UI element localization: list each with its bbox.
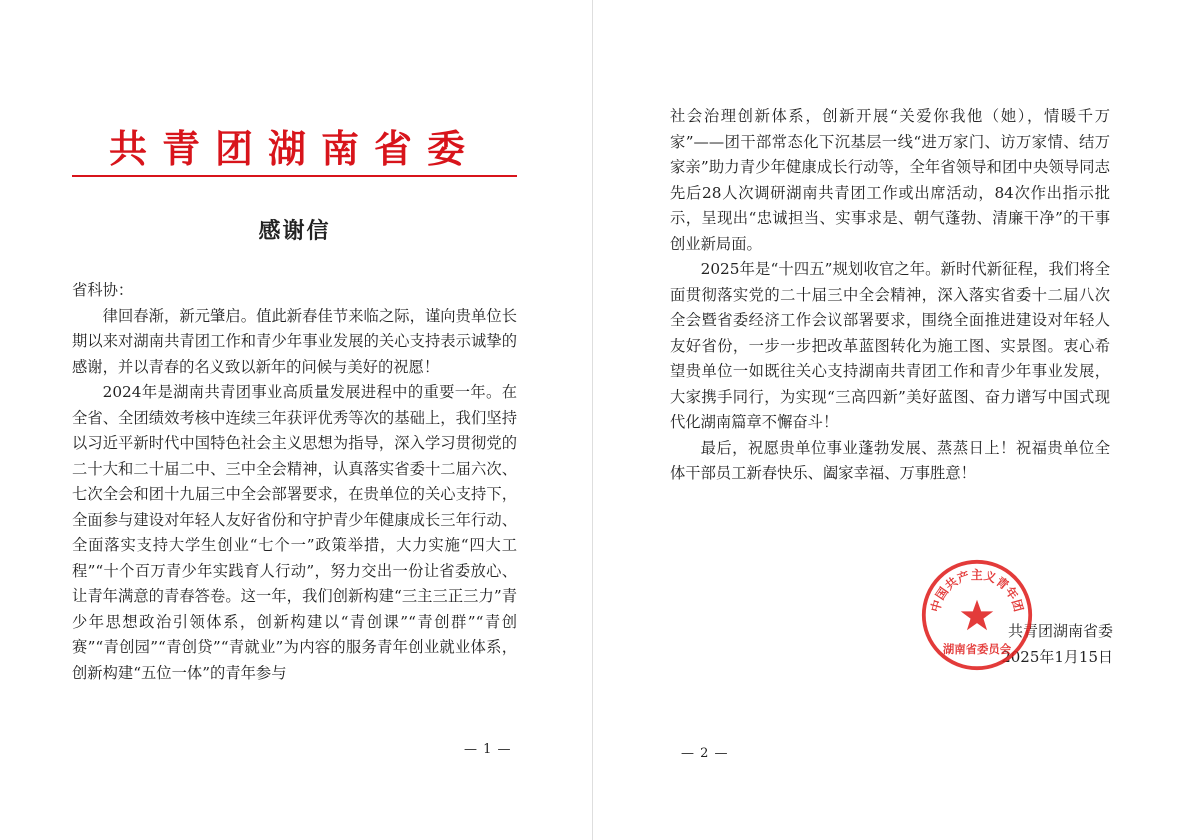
svg-text:中国共产主义青年团: 中国共产主义青年团 — [928, 567, 1026, 614]
page-2 — [593, 0, 1186, 840]
signature-organization: 共青团湖南省委 — [1007, 622, 1113, 640]
paragraph: 律回春渐，新元肇启。值此新春佳节来临之际，谨向贵单位长期以来对湖南共青团工作和青少年事业发展的关心支持表示诚挚的感谢，并以青春的名义致以新年的问候与美好的祝愿！ — [72, 306, 517, 376]
paragraph: 2024年是湖南共青团事业高质量发展进程中的重要一年。在全省、全团绩效考核中连续三年获评优秀等次的基础上，我们坚持以习近平新时代中国特色社会主义思想为指导，深入学习贯彻党的二十大和二十届二中、三中全会精神，认真落实省委十二届六次、七次全会和团十九届三中全会部署要求，在贵单位的关心支持下，全面参与建设对年轻人友好省份和守护青少年健康成长三年行动、全面落实支持大学生创业“七个一”政策举措，大力实施“四大工程”“十个百万青少年实践育人行动”，努力交出一份让省委放心、让青年满意的青春答卷。这一年，我们创新构建“三主三正三力”青少年思想政治引领体系，创新构建以“青创课”“青创群”“青创赛”“青创园”“青创贷”“青就业”为内容的服务青年创业就业体系，创新构建“五位一体”的青年参与 — [72, 383, 517, 682]
salutation: 省科协： — [72, 281, 134, 299]
letter-title: 感谢信 — [258, 218, 331, 244]
page-2-body — [670, 104, 1110, 487]
page-number: — 2 — — [681, 746, 729, 761]
paragraph: 社会治理创新体系，创新开展“关爱你我他（她），情暖千万家”——团干部常态化下沉基层一线“进万家门、访万家情、结万家亲”助力青少年健康成长行动等，全年省领导和团中央领导同志先后28人次调研湖南共青团工作或出席活动，84次作出指示批示，呈现出“忠诚担当、实事求是、朝气蓬勃、清廉干净”的干事创业新局面。 — [670, 107, 1110, 253]
letterhead-red-rule — [72, 175, 517, 177]
page-number: — 1 — — [464, 742, 512, 757]
paragraph: 最后，祝愿贵单位事业蓬勃发展、蒸蒸日上！祝福贵单位全体干部员工新春快乐、阖家幸福、万事胜意！ — [670, 438, 1110, 482]
signature-date: 2025年1月15日 — [1001, 648, 1113, 666]
letterhead-title: 共青团湖南省委 — [108, 126, 480, 171]
official-seal-icon — [920, 558, 1034, 672]
svg-text:湖南省委员会: 湖南省委员会 — [942, 642, 1012, 656]
paragraph: 2025年是“十四五”规划收官之年。新时代新征程，我们将全面贯彻落实党的二十届三中全会精神，深入落实省委十二届八次全会暨省委经济工作会议部署要求，围绕全面推进建设对年轻人友好省份，一步一步把改革蓝图转化为施工图、实景图。衷心希望贵单位一如既往关心支持湖南共青团工作和青少年事业发展，大家携手同行，为实现“三高四新”美好蓝图、奋力谱写中国式现代化湖南篇章不懈奋斗！ — [670, 260, 1110, 431]
page-1-body — [72, 278, 517, 686]
